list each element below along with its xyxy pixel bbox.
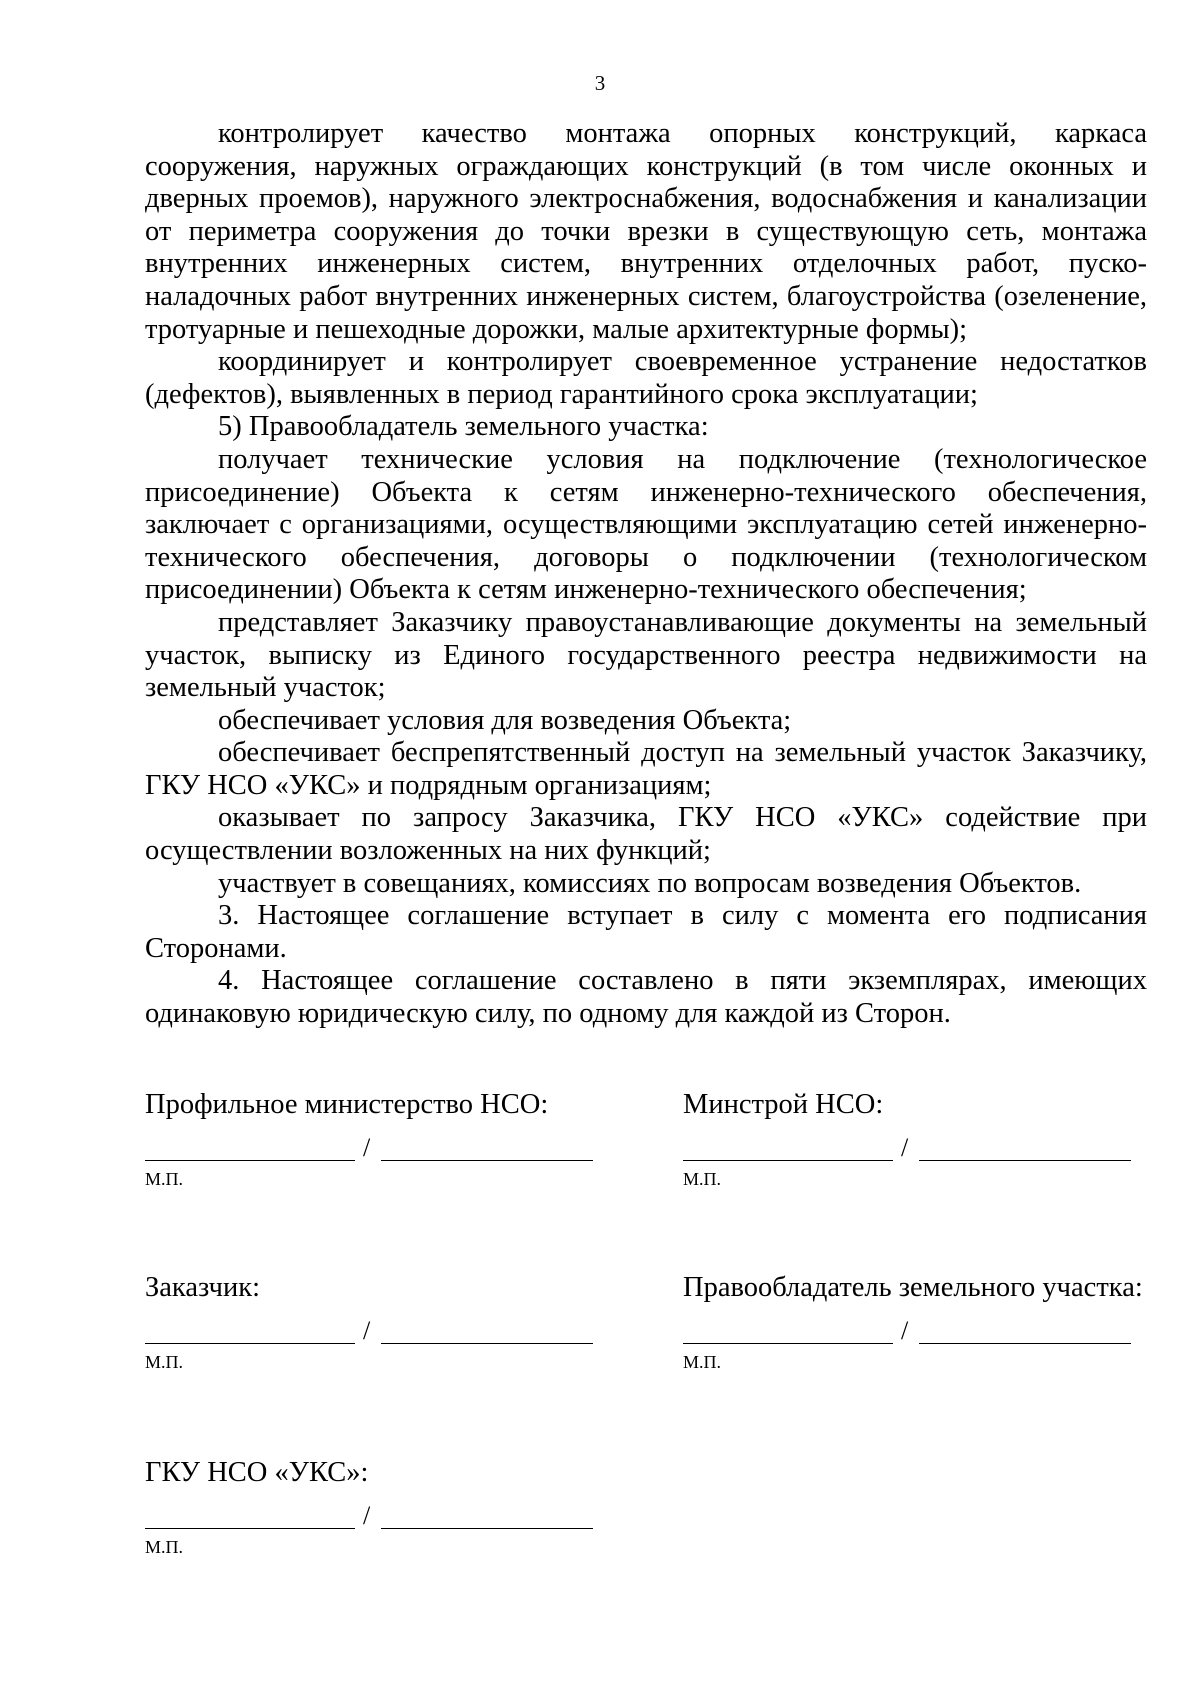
name-line [381,1343,593,1344]
signature-line [145,1160,355,1161]
signature-title: Правообладатель земельного участка: [683,1272,1143,1303]
signature-block-customer [145,1271,605,1373]
name-line [919,1343,1131,1344]
seal-label: М.П. [145,1169,184,1189]
seal-label: М.П. [683,1352,722,1372]
signature-lines [145,1317,605,1345]
signature-lines [145,1134,605,1162]
signature-lines [145,1502,605,1530]
signature-lines [683,1317,1143,1345]
signature-title: Заказчик: [145,1272,261,1303]
paragraph-defects-control: координирует и контролирует своевременное устранение недостатков (дефектов), выявленных в период гарантийного срока эксплуатации; [145,346,1147,410]
signature-line [145,1343,355,1344]
paragraph-technical-conditions: получает технические условия на подключение (технологическое присоединение) Объекта к сетям инженерно-технического обеспечения, заключает с организациями, осуществляющими эксплуатацию сетей инженерно-технического обеспечения, договоры о подключении (технологическом присоединении) Объекта к сетям инженерно-технического обеспечения; [145,443,1147,606]
paragraph-meetings: участвует в совещаниях, комиссиях по вопросам возведения Объектов. [218,867,1082,899]
signature-title: Минстрой НСО: [683,1089,884,1120]
seal-label: М.П. [683,1169,722,1189]
signature-block-uks [145,1456,605,1558]
signature-slash: / [363,1316,371,1345]
agreement-body [145,118,1147,1031]
signature-title: ГКУ НСО «УКС»: [145,1457,369,1488]
paragraph-site-access: обеспечивает беспрепятственный доступ на земельный участок Заказчику, ГКУ НСО «УКС» и подрядным организациям; [145,737,1147,801]
signature-slash: / [901,1316,909,1345]
signature-block-ministry [145,1088,605,1190]
signature-block-landowner [683,1271,1143,1373]
paragraph-quality-control: контролирует качество монтажа опорных конструкций, каркаса сооружения, наружных ограждающих конструкций (в том числе оконных и дверных проемов), наружного электроснабжения, водоснабжения и канализации от периметра сооружения до точки врезки в существующую сеть, монтажа внутренних инженерных систем, внутренних отделочных работ, пуско-наладочных работ внутренних инженерных систем, благоустройства (озеленение, тротуарные и пешеходные дорожки, малые архитектурные формы); [145,118,1147,345]
signature-line [145,1528,355,1529]
signature-lines [683,1134,1143,1162]
paragraph-copies: 4. Настоящее соглашение составлено в пяти экземплярах, имеющих одинаковую юридическую силу, по одному для каждой из Сторон. [145,965,1147,1030]
paragraph-entry-into-force: 3. Настоящее соглашение вступает в силу с момента его подписания Сторонами. [145,900,1147,964]
signature-line [683,1343,893,1344]
signature-line [683,1160,893,1161]
signature-slash: / [901,1133,909,1162]
paragraph-landowner-heading: 5) Правообладатель земельного участка: [218,411,709,443]
name-line [381,1528,593,1529]
seal-label: М.П. [145,1352,184,1372]
page-number: 3 [594,71,606,95]
signature-slash: / [363,1501,371,1530]
paragraph-assistance: оказывает по запросу Заказчика, ГКУ НСО «УКС» содействие при осуществлении возложенных на них функций; [145,802,1147,867]
paragraph-construction-conditions: обеспечивает условия для возведения Объекта; [218,704,792,736]
paragraph-title-documents: представляет Заказчику правоустанавливающие документы на земельный участок, выписку из Единого государственного реестра недвижимости на земельный участок; [145,606,1147,704]
signature-title: Профильное министерство НСО: [145,1089,549,1120]
signature-slash: / [363,1133,371,1162]
name-line [381,1160,593,1161]
name-line [919,1160,1131,1161]
seal-label: М.П. [145,1537,184,1557]
signature-block-minstroy [683,1088,1143,1190]
